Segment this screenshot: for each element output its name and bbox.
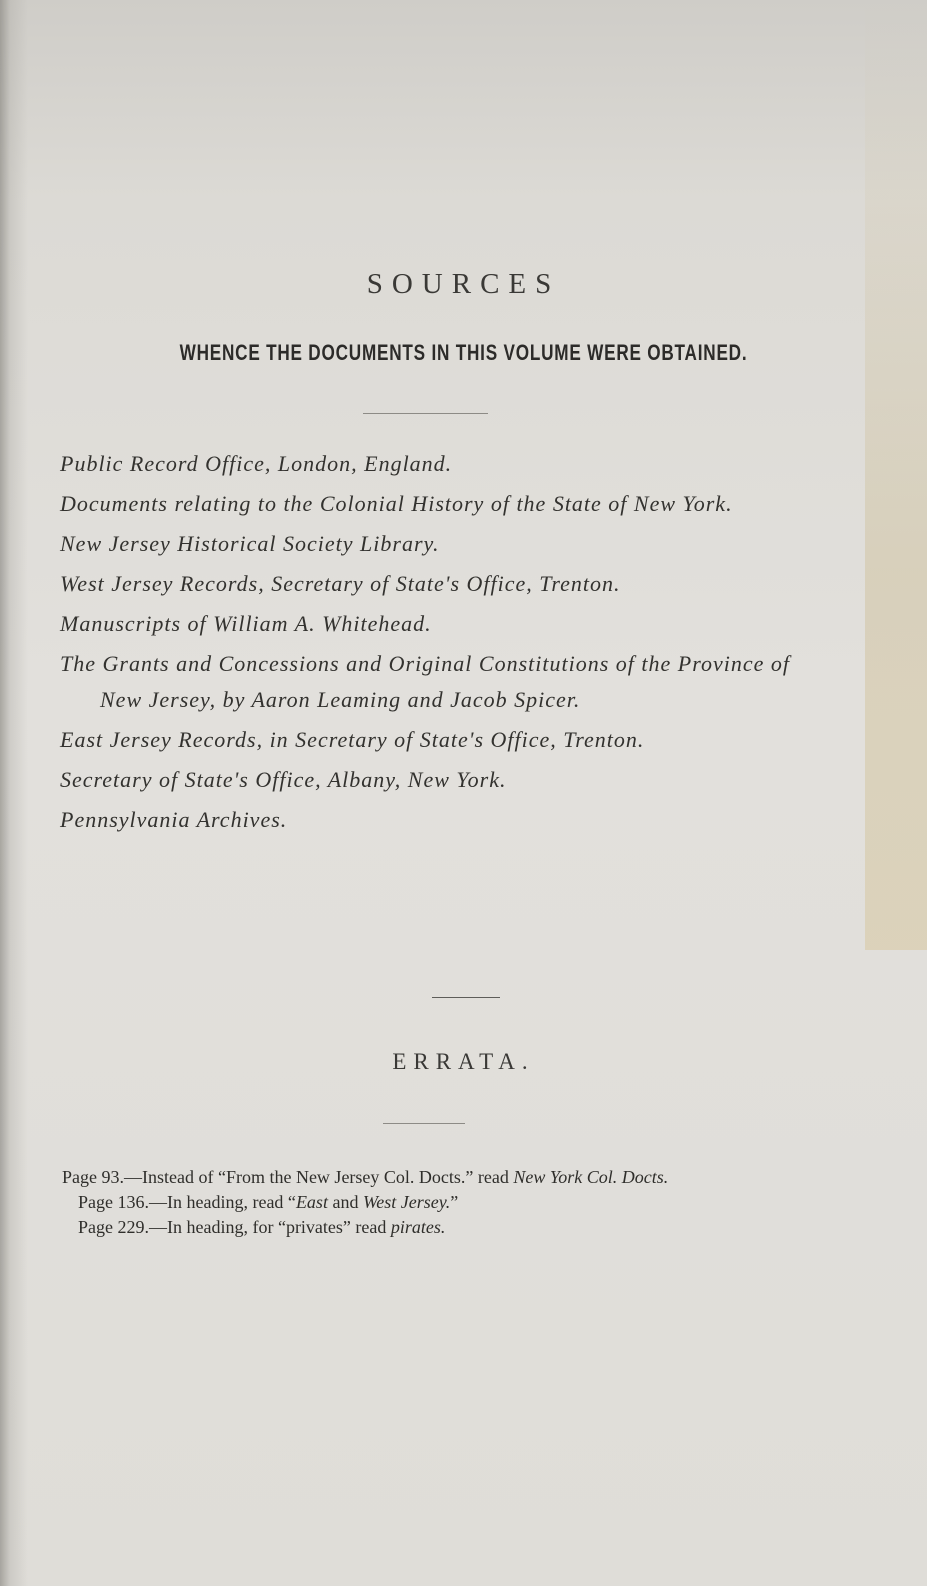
errata-correction: West Jersey. <box>362 1192 451 1212</box>
errata-text: Page 136.—In heading, read “ <box>78 1192 296 1212</box>
source-item: The Grants and Concessions and Original Constitutions of the Province of New Jersey, by Aaron Leaming and Jacob Spicer. <box>60 651 790 712</box>
page-subtitle: WHENCE THE DOCUMENTS IN THIS VOLUME WERE OBTAINED. <box>179 340 748 365</box>
source-item: Pennsylvania Archives. <box>60 807 288 832</box>
source-item: Documents relating to the Colonial History of the State of New York. <box>60 491 733 516</box>
source-item: New Jersey Historical Society Library. <box>60 531 440 556</box>
errata-text: ” <box>450 1192 459 1212</box>
errata-entry <box>62 1190 802 1215</box>
errata-list <box>62 1165 802 1240</box>
errata-correction: East <box>295 1192 328 1212</box>
page-title: SOURCES <box>366 268 561 300</box>
errata-text: Page 229.—In heading, for “privates” read <box>78 1217 391 1237</box>
divider-rule <box>432 997 500 998</box>
source-item: Manuscripts of William A. Whitehead. <box>60 611 432 636</box>
divider-rule <box>383 1123 465 1124</box>
source-item: Secretary of State's Office, Albany, New York. <box>60 767 507 792</box>
errata-entry <box>62 1165 802 1190</box>
errata-correction: New York Col. Docts. <box>513 1167 669 1187</box>
divider-rule <box>363 413 488 414</box>
errata-text: Page 93.—Instead of “From the New Jersey Col. Docts.” read <box>62 1167 514 1187</box>
errata-correction: pirates. <box>390 1217 446 1237</box>
page-edge-shading <box>865 0 927 950</box>
sources-list <box>60 446 820 842</box>
errata-text: and <box>327 1192 363 1212</box>
source-item: West Jersey Records, Secretary of State's Office, Trenton. <box>60 571 621 596</box>
source-item: East Jersey Records, in Secretary of State's Office, Trenton. <box>60 727 645 752</box>
errata-title: ERRATA. <box>392 1049 535 1074</box>
errata-entry <box>62 1215 802 1240</box>
source-item: Public Record Office, London, England. <box>60 451 453 476</box>
